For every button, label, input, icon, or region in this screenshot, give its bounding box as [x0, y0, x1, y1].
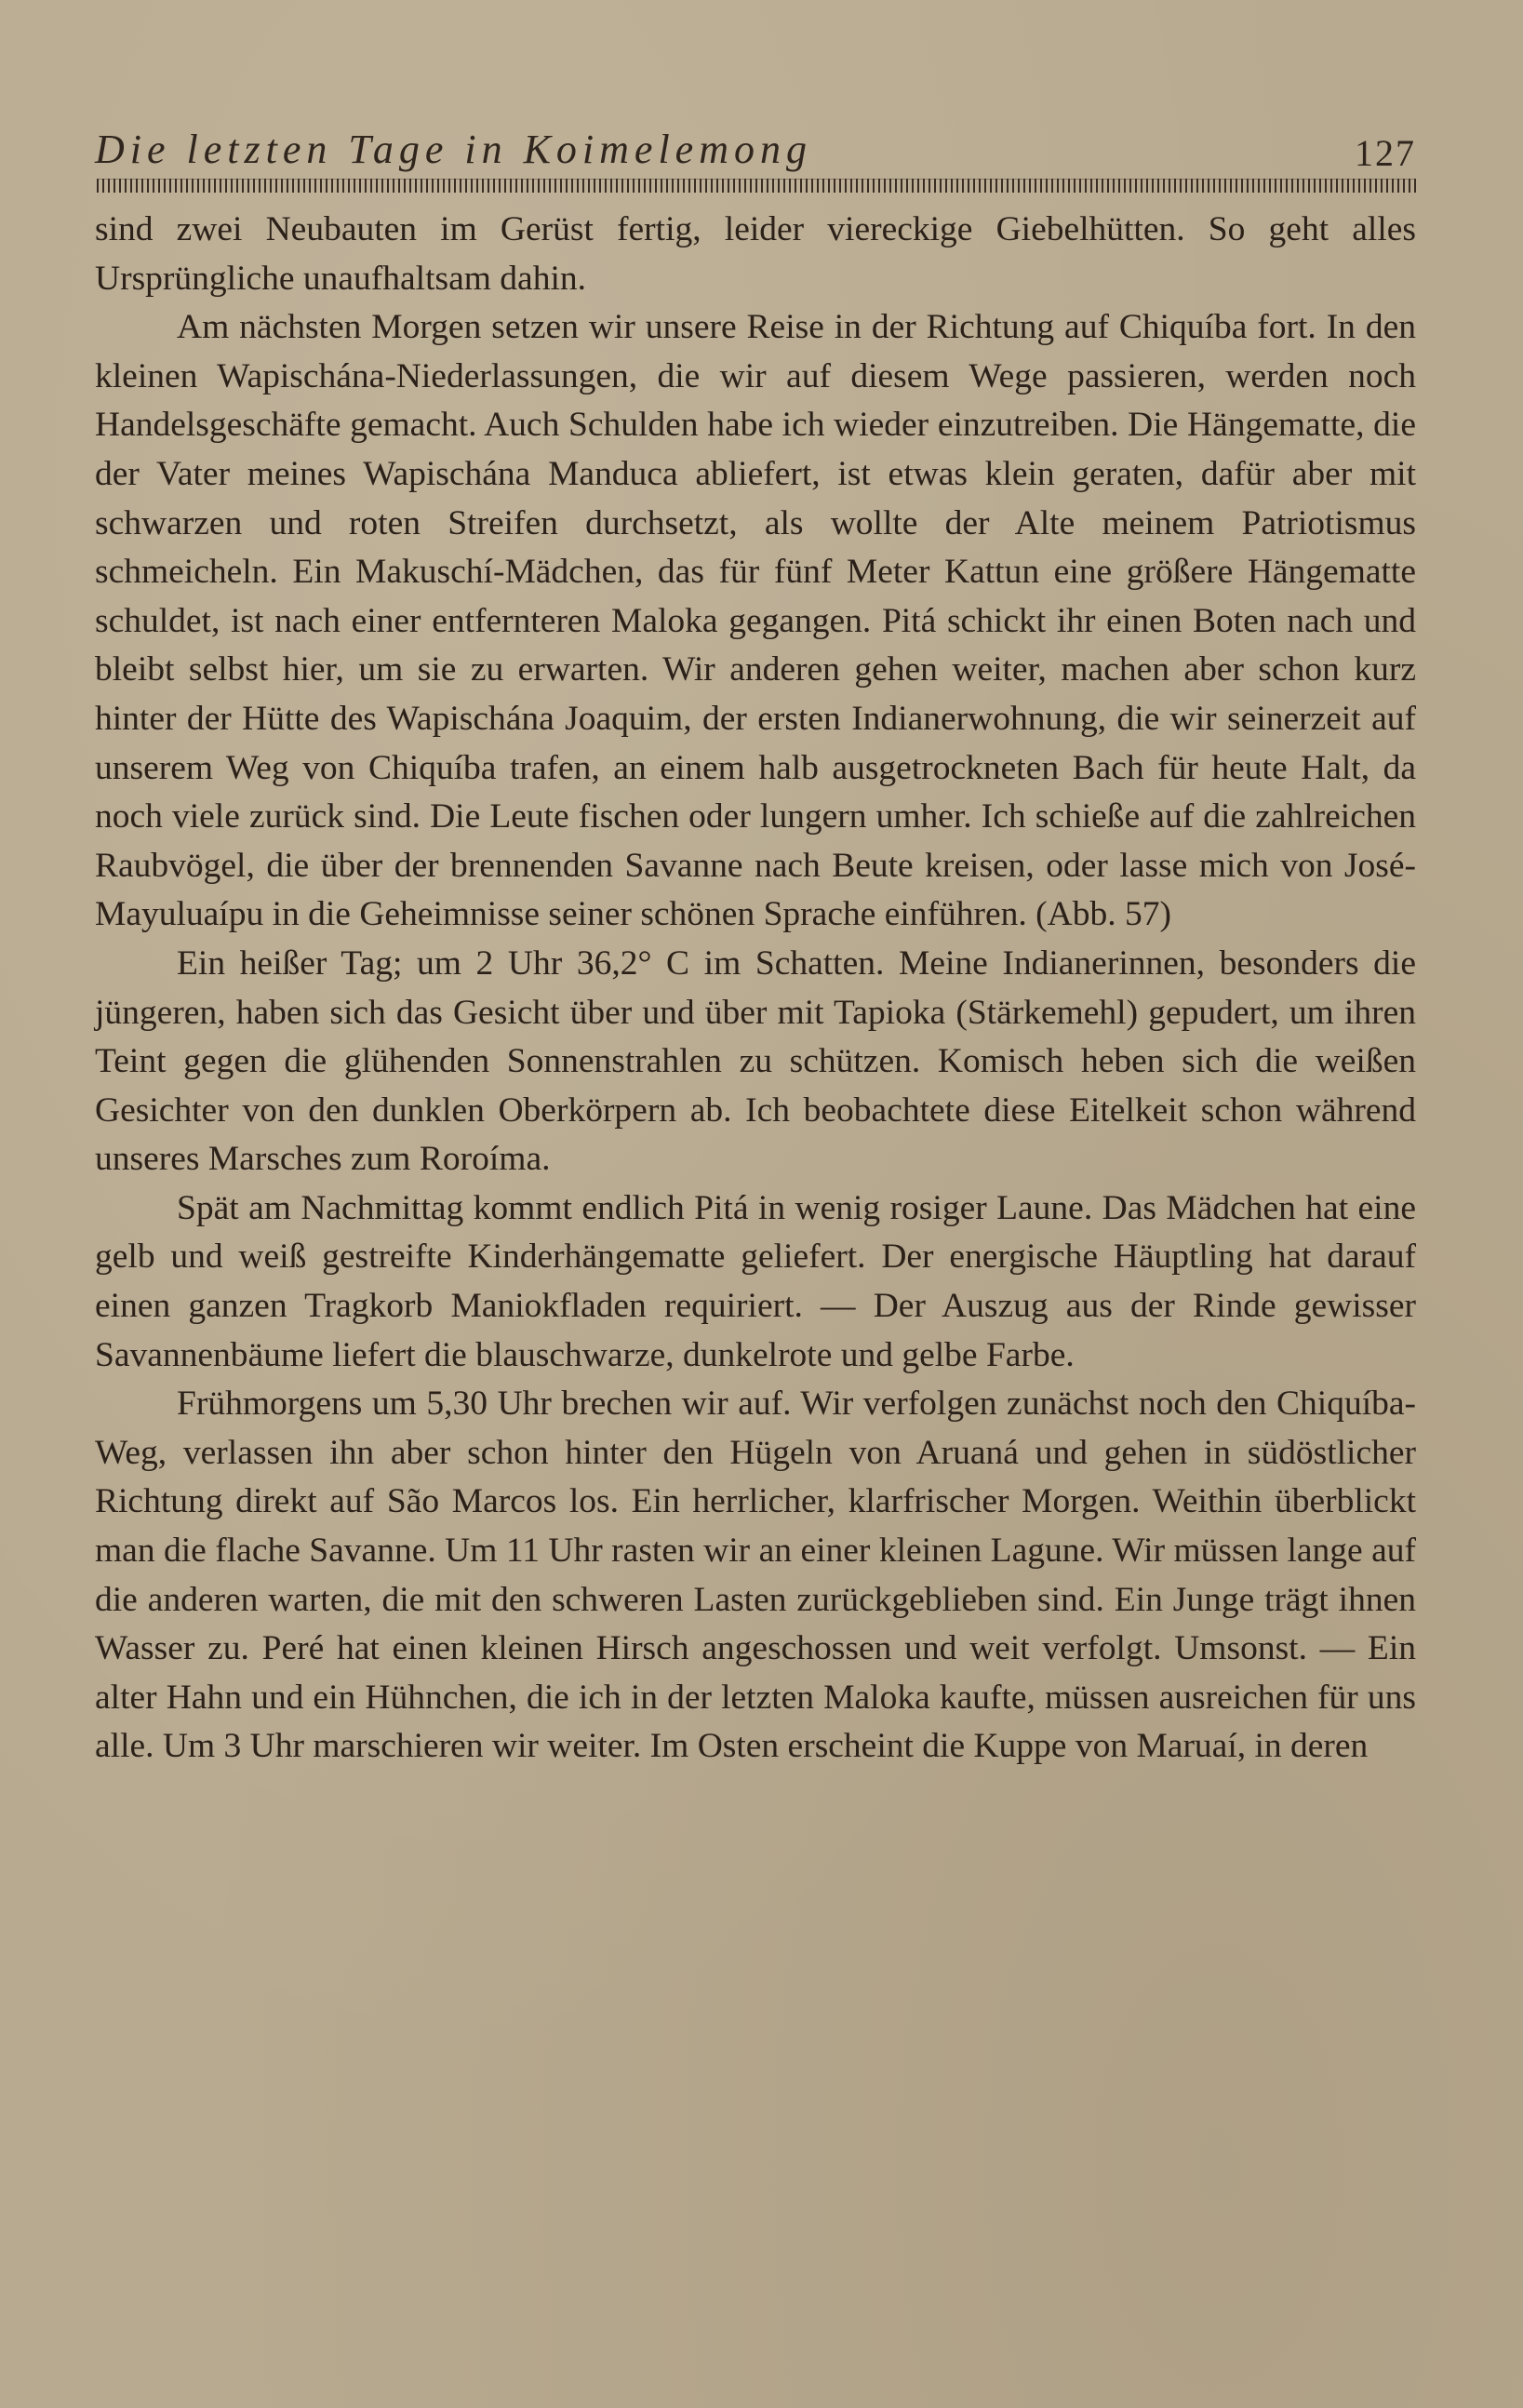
- header-ornament-rule: [97, 179, 1416, 193]
- page-header: [95, 123, 1416, 177]
- paragraph-5: Frühmorgens um 5,30 Uhr brechen wir auf. Wir verfolgen zunächst noch den Chiquíba-Weg, verlassen ihn aber schon hinter den Hügeln von Aruaná und gehen in südöstlicher Richtung direkt auf São Marcos los. Ein herrlicher, klarfrischer Morgen. Weithin überblickt man die flache Savanne. Um 11 Uhr rasten wir an einer kleinen Lagune. Wir müssen lange auf die anderen warten, die mit den schweren Lasten zurückgeblieben sind. Ein Junge trägt ihnen Wasser zu. Peré hat einen kleinen Hirsch angeschossen und weit verfolgt. Umsonst. — Ein alter Hahn und ein Hühnchen, die ich in der letzten Maloka kaufte, müssen ausreichen für uns alle. Um 3 Uhr marschieren wir weiter. Im Osten erscheint die Kuppe von Maruaí, in deren: [95, 1385, 1416, 1766]
- body-text: [95, 206, 1416, 1772]
- page-number: 127: [1355, 132, 1416, 174]
- paragraph-1: sind zwei Neubauten im Gerüst fertig, leider viereckige Giebelhütten. So geht alles Ursprüngliche unaufhaltsam dahin.: [95, 210, 1416, 298]
- paragraph-4: Spät am Nachmittag kommt endlich Pitá in wenig rosiger Laune. Das Mädchen hat eine gelb und weiß gestreifte Kinderhängematte geliefert. Der energische Häuptling hat darauf einen ganzen Tragkorb Maniokfladen requiriert. — Der Auszug aus der Rinde gewisser Savannenbäume liefert die blauschwarze, dunkelrote und gelbe Farbe.: [95, 1188, 1416, 1374]
- running-title: Die letzten Tage in Koimelemong: [95, 127, 812, 172]
- paragraph-3: Ein heißer Tag; um 2 Uhr 36,2° C im Schatten. Meine Indianerinnen, besonders die jüngeren, haben sich das Gesicht über und über mit Tapioka (Stärkemehl) gepudert, um ihren Teint gegen die glühenden Sonnenstrahlen zu schützen. Komisch heben sich die weißen Gesichter von den dunklen Oberkörpern ab. Ich beobachtete diese Eitelkeit schon während unseres Marsches zum Roroíma.: [95, 943, 1416, 1179]
- paragraph-2: Am nächsten Morgen setzen wir unsere Reise in der Richtung auf Chiquíba fort. In den kleinen Wapischána-Niederlassungen, die wir auf diesem Wege passieren, werden noch Handelsgeschäfte gemacht. Auch Schulden habe ich wieder einzutreiben. Die Hängematte, die der Vater meines Wapischána Manduca abliefert, ist etwas klein geraten, dafür aber mit schwarzen und roten Streifen durchsetzt, als wollte der Alte meinem Patriotismus schmeicheln. Ein Makuschí-Mädchen, das für fünf Meter Kattun eine größere Hängematte schuldet, ist nach einer entfernteren Maloka gegangen. Pitá schickt ihr einen Boten nach und bleibt selbst hier, um sie zu erwarten. Wir anderen gehen weiter, machen aber schon kurz hinter der Hütte des Wapischána Joaquim, der ersten Indianerwohnung, die wir seinerzeit auf unserem Weg von Chiquíba trafen, an einem halb ausgetrockneten Bach für heute Halt, da noch viele zurück sind. Die Leute fischen oder lungern umher. Ich schieße auf die zahlreichen Raubvögel, die über der brennenden Savanne nach Beute kreisen, oder lasse mich von José-Mayuluaípu in die Geheimnisse seiner schönen Sprache einführen. (Abb. 57): [95, 308, 1416, 934]
